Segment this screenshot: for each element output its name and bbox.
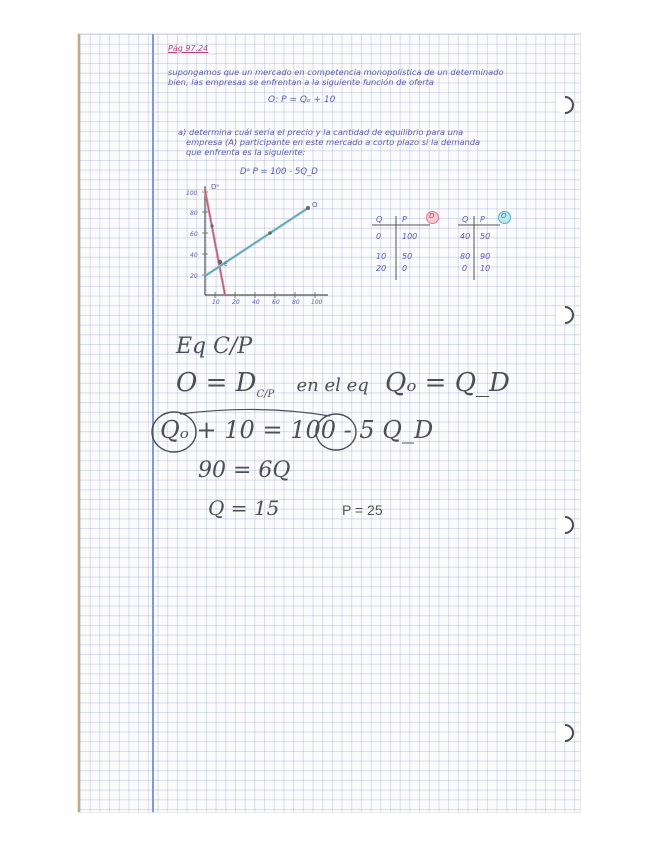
supply-badge <box>498 211 511 224</box>
question-line-3: que enfrenta es la siguiente: <box>186 147 306 157</box>
binder-hole <box>552 720 577 745</box>
table-cell: 40 <box>460 232 471 241</box>
x-tick-label: 60 <box>272 299 280 306</box>
solution-heading: Eq C/P <box>176 334 253 359</box>
intro-line-1: supongamos que un mercado en competencia monopolística de un determinado <box>168 67 504 77</box>
x-tick-label: 80 <box>292 299 300 306</box>
demand-function: Dᵃ P = 100 - 5Q_D <box>240 167 318 177</box>
condition-subscript: C/P <box>256 389 275 401</box>
supply-function: O: P = Qₒ + 10 <box>268 95 336 105</box>
y-tick-label: 100 <box>186 190 198 197</box>
table-cell: 20 <box>376 264 387 273</box>
x-tick-label: 100 <box>311 299 323 306</box>
y-tick-label: 40 <box>190 252 198 259</box>
badge-label: D <box>429 212 435 220</box>
binder-hole <box>552 302 577 327</box>
y-tick-label: 60 <box>190 231 198 238</box>
condition-text: en el eq <box>296 375 369 396</box>
simplified-equation: 90 = 6Q <box>198 458 291 483</box>
y-tick-label: 20 <box>190 273 198 280</box>
demand-label: Dᵃ <box>211 183 220 191</box>
badge-label: O <box>501 212 507 220</box>
quantity-result: Q = 15 <box>208 496 280 520</box>
condition-left: O = D <box>176 368 257 398</box>
question-line-1: a) determina cuál sería el precio y la cantidad de equilibrio para una <box>178 127 464 137</box>
intro-line-2: bien, las empresas se enfrentan a la siguiente función de oferta <box>168 77 434 87</box>
table-cell: 80 <box>460 252 471 261</box>
demand-badge <box>426 211 439 224</box>
binder-hole <box>552 92 577 117</box>
supply-curve-outline <box>205 208 308 276</box>
notebook-page <box>78 34 580 812</box>
x-tick-label: 20 <box>232 299 240 306</box>
table-cell: 10 <box>480 264 491 273</box>
table-cell: 0 <box>376 232 382 241</box>
demand-curve-outline <box>205 190 225 295</box>
table-cell: 50 <box>480 232 491 241</box>
price-result: P = 25 <box>342 502 383 518</box>
y-tick-label: 80 <box>190 210 198 217</box>
equilibrium-condition <box>176 368 510 400</box>
supply-label: O <box>312 201 318 209</box>
demand-point <box>210 224 213 227</box>
table-cell: 100 <box>402 232 418 241</box>
table-cell: 0 <box>402 264 408 273</box>
table-cell: 10 <box>376 252 387 261</box>
supply-table <box>458 212 518 282</box>
equilibrium-point <box>218 260 222 264</box>
supply-point <box>268 231 272 235</box>
equilibrium-label: E <box>224 261 228 268</box>
demand-table <box>372 212 435 282</box>
supply-demand-graph <box>180 180 330 310</box>
table-header: P <box>480 215 485 224</box>
table-cell: 0 <box>462 264 468 273</box>
page-reference: Pág 97.24 <box>168 44 209 53</box>
table-header: Q <box>462 215 469 224</box>
x-tick-label: 40 <box>252 299 260 306</box>
question-line-2: empresa (A) participante en este mercado a corto plazo si la demanda <box>186 137 481 147</box>
table-cell: 90 <box>480 252 491 261</box>
condition-right: Qₒ = Q_D <box>385 368 510 398</box>
table-header: P <box>402 215 407 224</box>
substituted-equation: Qₒ + 10 = 100 - 5 Q_D <box>160 416 434 444</box>
table-cell: 50 <box>402 252 413 261</box>
binder-hole <box>552 512 577 537</box>
table-header: Q <box>376 215 383 224</box>
x-tick-label: 10 <box>212 299 220 306</box>
supply-point <box>306 206 310 210</box>
